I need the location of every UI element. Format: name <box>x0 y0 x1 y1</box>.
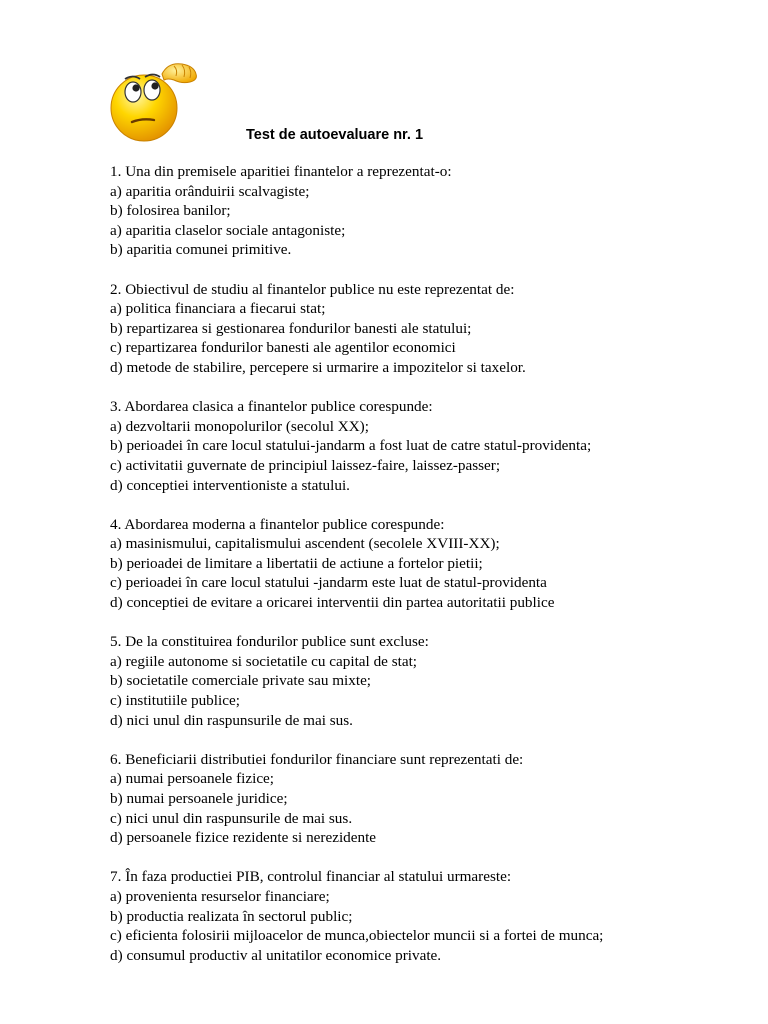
answer-option: b) perioadei în care locul statului-jandarm a fost luat de catre statul-providenta; <box>110 437 592 455</box>
answer-option: a) aparitia claselor sociale antagoniste; <box>110 221 346 239</box>
answer-option: a) masinismului, capitalismului ascendent (secolele XVIII-XX); <box>110 535 500 553</box>
answer-option: b) folosirea banilor; <box>110 202 231 220</box>
question-5 <box>110 632 760 730</box>
answer-option: b) productia realizata în sectorul public; <box>110 907 353 925</box>
answer-option: a) dezvoltarii monopolurilor (secolul XX); <box>110 417 369 435</box>
answer-option: c) activitatii guvernate de principiul laissez-faire, laissez-passer; <box>110 456 501 474</box>
question-text: 7. În faza productiei PIB, controlul financiar al statului urmareste: <box>110 868 512 886</box>
answer-option: b) aparitia comunei primitive. <box>110 241 292 259</box>
question-4 <box>110 515 760 613</box>
answer-option: c) institutiile publice; <box>110 692 240 710</box>
answer-option: d) metode de stabilire, percepere si urmarire a impozitelor si taxelor. <box>110 358 526 376</box>
question-2 <box>110 280 760 378</box>
answer-option: d) conceptiei interventioniste a statului. <box>110 476 350 494</box>
answer-option: a) numai persoanele fizice; <box>110 770 275 788</box>
answer-option: a) regiile autonome si societatile cu capital de stat; <box>110 652 418 670</box>
answer-option: b) repartizarea si gestionarea fondurilor banesti ale statului; <box>110 319 472 337</box>
question-6 <box>110 750 760 848</box>
answer-option: a) provenienta resurselor financiare; <box>110 887 330 905</box>
question-text: 4. Abordarea moderna a finantelor publice corespunde: <box>110 515 445 533</box>
question-text: 2. Obiectivul de studiu al finantelor publice nu este reprezentat de: <box>110 280 515 298</box>
page-title: Test de autoevaluare nr. 1 <box>246 127 424 143</box>
answer-option: c) repartizarea fondurilor banesti ale agentilor economici <box>110 339 456 357</box>
question-1 <box>110 162 760 260</box>
answer-option: a) politica financiara a fiecarui stat; <box>110 300 326 318</box>
answer-option: c) perioadei în care locul statului -jandarm este luat de statul-providenta <box>110 574 547 592</box>
question-text: 6. Beneficiarii distributiei fondurilor financiare sunt reprezentati de: <box>110 750 524 768</box>
answer-option: d) consumul productiv al unitatilor economice private. <box>110 946 442 964</box>
answer-option: b) perioadei de limitare a libertatii de actiune a fortelor pietii; <box>110 554 483 572</box>
answer-option: d) conceptiei de evitare a oricarei interventii din partea autoritatii publice <box>110 594 555 612</box>
answer-option: d) persoanele fizice rezidente si nerezidente <box>110 829 377 847</box>
answer-option: b) numai persoanele juridice; <box>110 790 288 807</box>
question-text: 1. Una din premisele aparitiei finantelor a reprezentat-o: <box>110 163 452 180</box>
question-7 <box>110 867 760 965</box>
question-3 <box>110 397 760 495</box>
answer-option: b) societatile comerciale private sau mixte; <box>110 672 372 690</box>
question-text: 5. De la constituirea fondurilor publice sunt excluse: <box>110 633 429 651</box>
answer-option: d) nici unul din raspunsurile de mai sus. <box>110 711 353 729</box>
question-list <box>110 162 760 985</box>
answer-option: c) nici unul din raspunsurile de mai sus. <box>110 809 353 827</box>
answer-option: a) aparitia orânduirii scalvagiste; <box>110 182 310 200</box>
question-text: 3. Abordarea clasica a finantelor publice corespunde: <box>110 398 433 416</box>
answer-option: c) eficienta folosirii mijloacelor de munca,obiectelor muncii si a fortei de munca; <box>110 927 604 945</box>
thinking-face-icon <box>108 56 204 148</box>
